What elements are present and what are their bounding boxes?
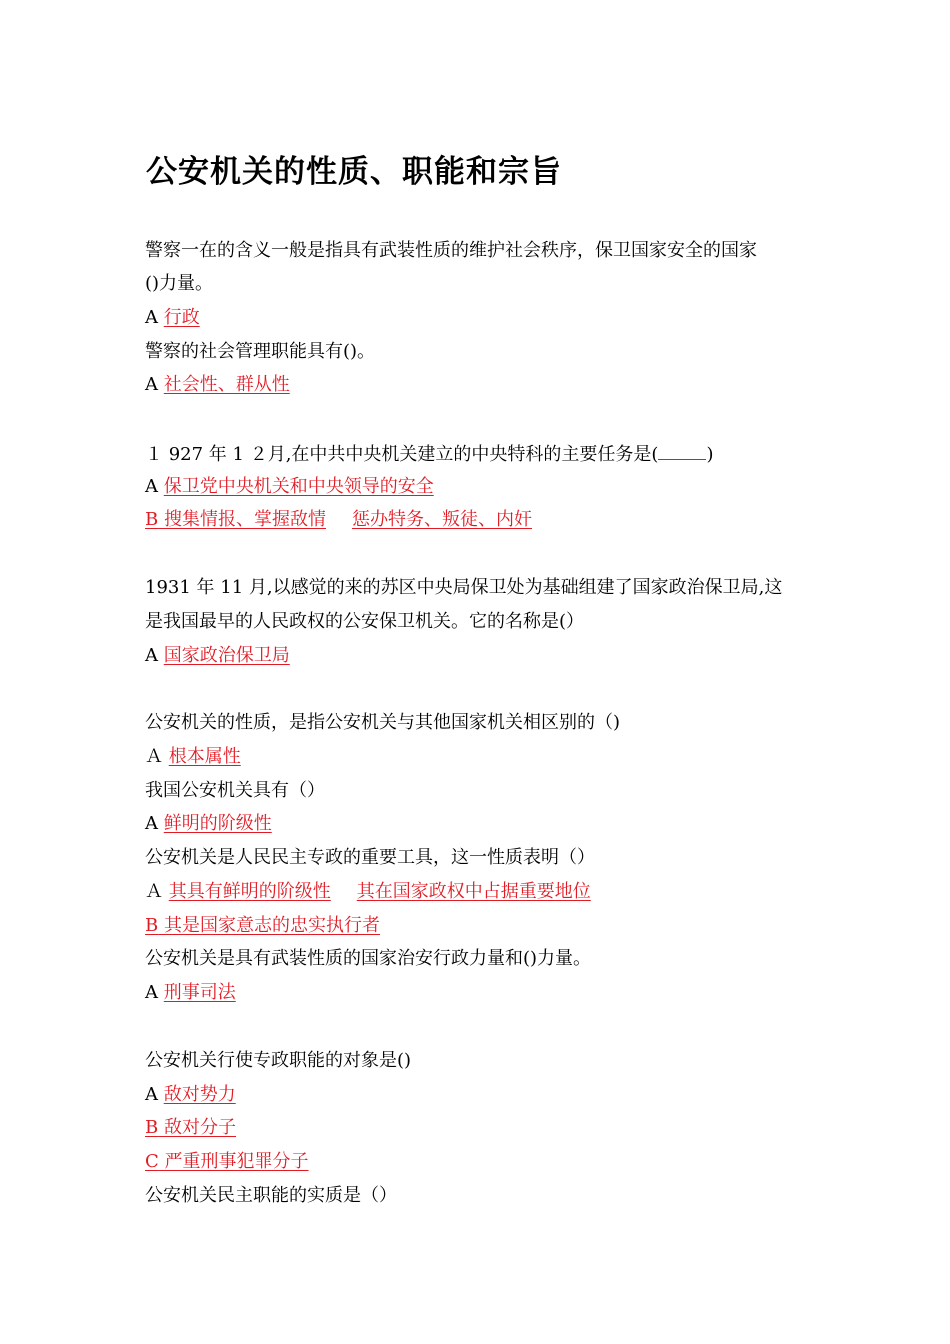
answer-option bbox=[145, 373, 290, 397]
answer-letter: A bbox=[145, 476, 158, 497]
answer-option bbox=[145, 1083, 236, 1107]
question-text: 警察的社会管理职能具有()。 bbox=[145, 341, 376, 362]
answer-letter: A bbox=[145, 645, 158, 666]
answer-text: 其在国家政权中占据重要地位 bbox=[356, 881, 591, 902]
fill-blank bbox=[658, 441, 706, 460]
answer-text: 鲜明的阶级性 bbox=[163, 813, 272, 834]
answer-text: 搜集情报、掌握敌情 bbox=[163, 509, 326, 530]
answer-text: 国家政治保卫局 bbox=[163, 645, 290, 666]
question-text: 公安机关的性质，是指公安机关与其他国家机关相区别的（) bbox=[145, 712, 621, 733]
answer-option bbox=[145, 1150, 309, 1174]
answer-text: 根本属性 bbox=[168, 746, 241, 767]
answer-option bbox=[145, 745, 241, 769]
question-text: 公安机关民主职能的实质是（） bbox=[145, 1185, 397, 1206]
answer-option bbox=[145, 981, 236, 1005]
answer-text: 敌对势力 bbox=[163, 1084, 236, 1105]
answer-letter: B bbox=[145, 1117, 159, 1138]
answer-text: 敌对分子 bbox=[163, 1117, 236, 1138]
answer-option bbox=[145, 475, 434, 499]
answer-letter: A bbox=[145, 307, 158, 328]
answer-letter: A bbox=[145, 374, 158, 395]
question-text-start: １ 927 年 1 ２月,在中共中央机关建立的中央特科的主要任务是( bbox=[145, 444, 659, 465]
question-text: 公安机关是具有武装性质的国家治安行政力量和()力量。 bbox=[145, 948, 592, 969]
answer-text: 其是国家意志的忠实执行者 bbox=[163, 915, 380, 936]
question-text: 公安机关是人民民主专政的重要工具，这一性质表明（） bbox=[145, 847, 595, 868]
answer-letter: B bbox=[145, 915, 159, 936]
answer-text: 严重刑事犯罪分子 bbox=[164, 1151, 309, 1172]
answer-option bbox=[145, 812, 272, 836]
answer-option bbox=[145, 1116, 236, 1140]
answer-letter: B bbox=[145, 509, 159, 530]
answer-letter: A bbox=[145, 1084, 158, 1105]
answer-text: 保卫党中央机关和中央领导的安全 bbox=[163, 476, 434, 497]
answer-option bbox=[145, 914, 380, 938]
answer-letter: C bbox=[145, 1151, 159, 1172]
answer-letter: Ａ bbox=[145, 746, 163, 767]
answer-option bbox=[145, 880, 591, 904]
answer-text: 惩办特务、叛徒、内奸 bbox=[351, 509, 532, 530]
question-text: 公安机关行使专政职能的对象是() bbox=[145, 1050, 412, 1071]
page-title: 公安机关的性质、职能和宗旨 bbox=[146, 154, 562, 190]
question-text: 是我国最早的人民政权的公安保卫机关。它的名称是(） bbox=[145, 611, 585, 632]
answer-option bbox=[145, 508, 532, 532]
answer-text: 行政 bbox=[163, 307, 200, 328]
question-text: 警察一在的含义一般是指具有武装性质的维护社会秩序，保卫国家安全的国家 bbox=[145, 240, 757, 261]
answer-letter: A bbox=[145, 813, 158, 834]
answer-text: 社会性、群从性 bbox=[163, 374, 290, 395]
question-text: ()力量。 bbox=[145, 273, 214, 294]
question-text bbox=[145, 441, 713, 467]
answer-text: 其具有鲜明的阶级性 bbox=[168, 881, 331, 902]
question-text-end: ) bbox=[706, 444, 714, 465]
question-text: 1931 年 11 月,以感觉的来的苏区中央局保卫处为基础组建了国家政治保卫局,这 bbox=[145, 577, 783, 598]
answer-letter: A bbox=[145, 982, 158, 1003]
answer-option bbox=[145, 644, 290, 668]
answer-text: 刑事司法 bbox=[163, 982, 236, 1003]
question-text: 我国公安机关具有（） bbox=[145, 780, 325, 801]
answer-letter: Ａ bbox=[145, 881, 163, 902]
answer-option bbox=[145, 306, 200, 330]
